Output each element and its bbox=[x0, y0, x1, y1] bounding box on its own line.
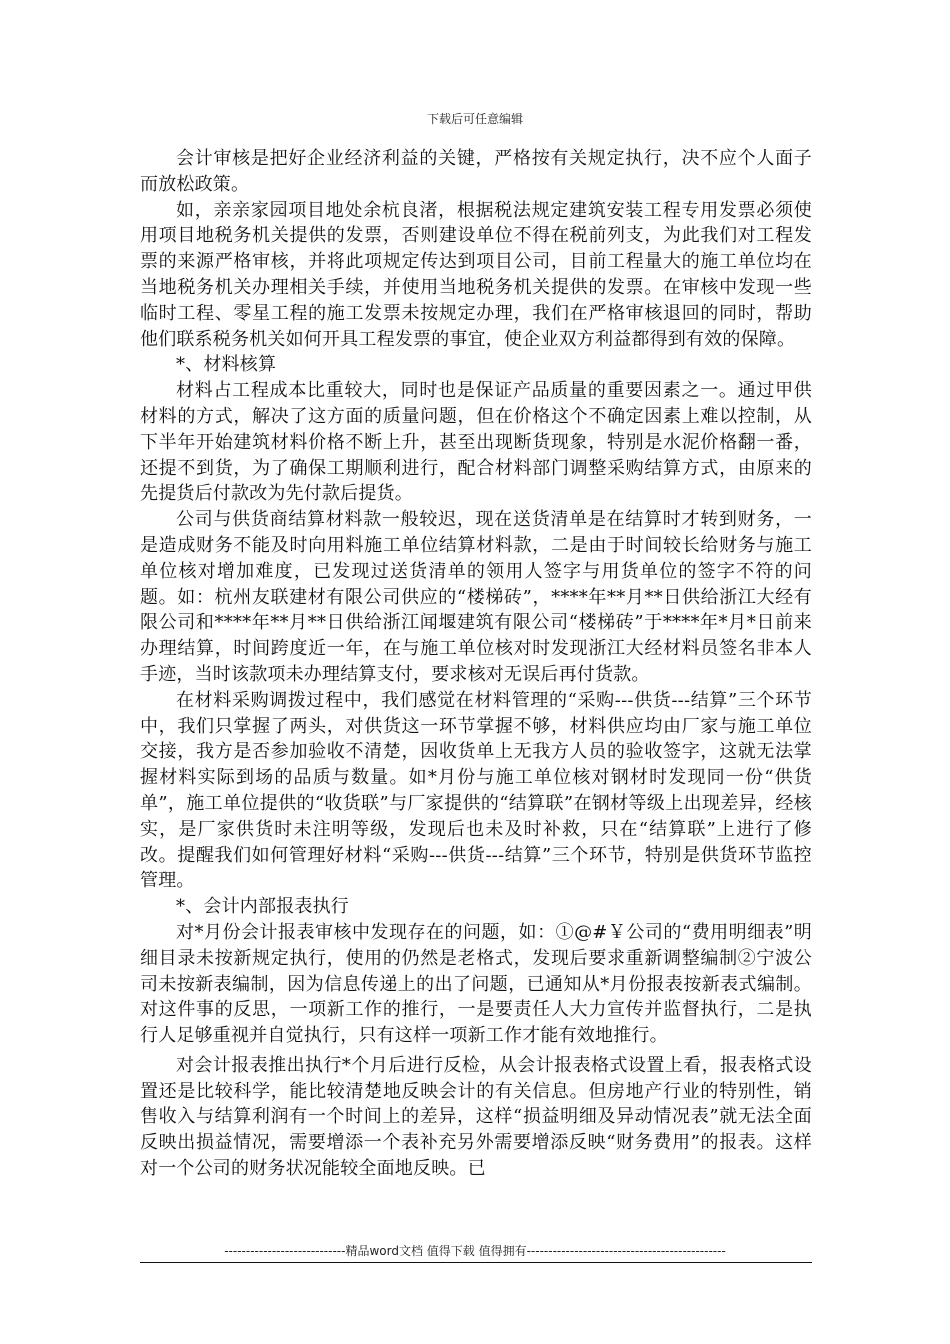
paragraph-audit-principle: 会计审核是把好企业经济利益的关键，严格按有关规定执行，决不应个人面子而放松政策。 bbox=[140, 148, 812, 195]
paragraph-report-review: 对*月份会计报表审核中发现存在的问题，如：①@#￥公司的“费用明细表”明细目录未按新规定执行，使用的仍然是老格式，发现后要求重新调整编制②宁波公司未按新表编制，因为信息传递上的出了问题，已通知从*月份报表按新表式编制。对这件事的反思，一项新工作的推行，一是要责任人大力宣传并监督执行，二是执行人足够重视并自觉执行，只有这样一项新工作才能有效地推行。 bbox=[140, 921, 812, 1047]
page-footer: ----------------------------精品word文档 值得下载 值得拥有---------------------------------------------- bbox=[224, 1244, 726, 1258]
paragraph-procurement-process: 在材料采购调拨过程中，我们感觉在材料管理的“采购---供货---结算”三个环节中，我们只掌握了两头，对供货这一环节掌握不够，材料供应均由厂家与施工单位交接，我方是否参加验收不清楚，因收货单上无我方人员的验收签字，这就无法掌握材料实际到场的品质与数量。如*月份与施工单位核对钢材时发现同一份“供货单”，施工单位提供的“收货联”与厂家提供的“结算联”在钢材等级上出现差异，经核实，是厂家供货时未注明等级，发现后也未及时补救，只在“结算联”上进行了修改。提醒我们如何管理好材料“采购---供货---结算”三个环节，特别是供货环节监控管理。 bbox=[140, 689, 812, 892]
section-heading-material-accounting: *、材料核算 bbox=[176, 354, 277, 376]
paragraph-invoice-example: 如，亲亲家园项目地处余杭良渚，根据税法规定建筑安装工程专用发票必须使用项目地税务机关提供的发票，否则建设单位不得在税前列支，为此我们对工程发票的来源严格审核，并将此项规定传达到项目公司，目前工程量大的施工单位均在当地税务机关办理相关手续，并使用当地税务机关提供的发票。在审核中发现一些临时工程、零星工程的施工发票未按规定办理，我们在严格审核退回的同时，帮助他们联系税务机关如何开具工程发票的事宜，使企业双方利益都得到有效的保障。 bbox=[140, 199, 812, 350]
section-heading-internal-reports: *、会计内部报表执行 bbox=[176, 896, 349, 918]
footer-divider bbox=[140, 1262, 812, 1263]
paragraph-report-recheck: 对会计报表推出执行*个月后进行反检，从会计报表格式设置上看，报表格式设置还是比较科学，能比较清楚地反映会计的有关信息。但房地产行业的特别性，销售收入与结算利润有一个时间上的差异，这样“损益明细及异动情况表”就无法全面反映出损益情况，需要增添一个表补充另外需要增添反映“财务费用”的报表。这样对一个公司的财务状况能较全面地反映。已 bbox=[140, 1054, 812, 1180]
paragraph-supplier-settlement: 公司与供货商结算材料款一般较迟，现在送货清单是在结算时才转到财务，一是造成财务不能及时向用料施工单位结算材料款，二是由于时间较长给财务与施工单位核对增加难度，已发现过送货清单的领用人签字与用货单位的签字不符的问题。如：杭州友联建材有限公司供应的“楼梯砖”，****年**月**日供给浙江大经有限公司和****年**月**日供给浙江闻堰建筑有限公司“楼梯砖”于****年*月*日前来办理结算，时间跨度近一年，在与施工单位核对时发现浙江大经材料员签名非本人手迹，当时该款项未办理结算支付，要求核对无误后再付货款。 bbox=[140, 509, 812, 685]
page-header: 下载后可任意编辑 bbox=[426, 112, 523, 126]
document-body bbox=[140, 146, 812, 1182]
paragraph-material-cost: 材料占工程成本比重较大，同时也是保证产品质量的重要因素之一。通过甲供材料的方式，解决了这方面的质量问题，但在价格这个不确定因素上难以控制，从下半年开始建筑材料价格不断上升，甚至出现断货现象，特别是水泥价格翻一番，还提不到货，为了确保工期顺利进行，配合材料部门调整采购结算方式，由原来的先提货后付款改为先付款后提货。 bbox=[140, 380, 812, 505]
